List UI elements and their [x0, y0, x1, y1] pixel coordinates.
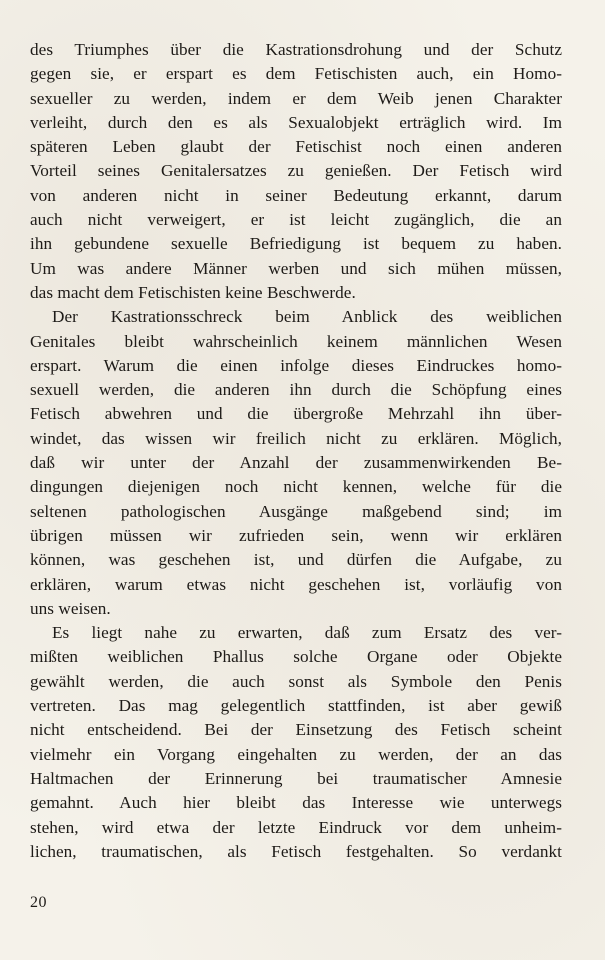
- text-line: gegen sie, er erspart es dem Fetischisten auch, ein Homo-: [30, 64, 562, 84]
- text-line: windet, das wissen wir freilich nicht zu erklären. Möglich,: [30, 428, 562, 448]
- text-line: seltenen pathologischen Ausgänge maßgebend sind; im: [30, 501, 562, 521]
- text-line: erspart. Warum die einen infolge dieses Eindruckes homo-: [30, 355, 562, 375]
- text-line: gemahnt. Auch hier bleibt das Interesse wie unterwegs: [30, 793, 562, 813]
- body-text: [30, 38, 562, 864]
- text-line: Genitales bleibt wahrscheinlich keinem männlichen Wesen: [30, 331, 562, 351]
- paragraph-end-line: uns weisen.: [30, 598, 111, 618]
- text-line: ihn gebundene sexuelle Befriedigung ist bequem zu haben.: [30, 234, 562, 254]
- paragraph-end-line: das macht dem Fetischisten keine Beschwerde.: [30, 282, 356, 302]
- text-line: mißten weiblichen Phallus solche Organe oder Objekte: [30, 647, 562, 667]
- text-line: nicht entscheidend. Bei der Einsetzung des Fetisch scheint: [30, 720, 562, 740]
- text-line: daß wir unter der Anzahl der zusammenwirkenden Be-: [30, 453, 562, 473]
- text-line: auch nicht verweigert, er ist leicht zugänglich, die an: [30, 210, 562, 230]
- text-line: dingungen diejenigen noch nicht kennen, welche für die: [30, 477, 562, 497]
- text-line: sexuell werden, die anderen ihn durch die Schöpfung eines: [30, 380, 562, 400]
- text-line: sexueller zu werden, indem er dem Weib jenen Charakter: [30, 88, 562, 108]
- text-line: gewählt werden, die auch sonst als Symbole den Penis: [30, 671, 562, 691]
- page-number: 20: [30, 894, 47, 911]
- text-line: Vorteil seines Genitalersatzes zu genießen. Der Fetisch wird: [30, 161, 562, 181]
- text-line: verleiht, durch den es als Sexualobjekt erträglich wird. Im: [30, 112, 562, 132]
- text-line: Um was andere Männer werben und sich mühen müssen,: [30, 258, 562, 278]
- text-line: vertreten. Das mag gelegentlich stattfinden, ist aber gewiß: [30, 696, 562, 716]
- text-line: lichen, traumatischen, als Fetisch festgehalten. So verdankt: [30, 841, 562, 861]
- text-line: des Triumphes über die Kastrationsdrohung und der Schutz: [30, 40, 562, 59]
- text-line: von anderen nicht in seiner Bedeutung erkannt, darum: [30, 185, 562, 205]
- text-line: erklären, warum etwas nicht geschehen ist, vorläufig von: [30, 574, 562, 594]
- paragraph-start-line: Der Kastrationsschreck beim Anblick des weiblichen: [52, 307, 562, 327]
- text-line: können, was geschehen ist, und dürfen die Aufgabe, zu: [30, 550, 562, 570]
- text-line: vielmehr ein Vorgang eingehalten zu werden, der an das: [30, 744, 562, 764]
- text-line: stehen, wird etwa der letzte Eindruck vor dem unheim-: [30, 817, 562, 837]
- paragraph-start-line: Es liegt nahe zu erwarten, daß zum Ersatz des ver-: [52, 623, 562, 643]
- text-line: Fetisch abwehren und die übergroße Mehrzahl ihn über-: [30, 404, 562, 424]
- text-line: späteren Leben glaubt der Fetischist noch einen anderen: [30, 137, 562, 157]
- text-line: übrigen müssen wir zufrieden sein, wenn wir erklären: [30, 525, 562, 545]
- text-line: Haltmachen der Erinnerung bei traumatischer Amnesie: [30, 768, 562, 788]
